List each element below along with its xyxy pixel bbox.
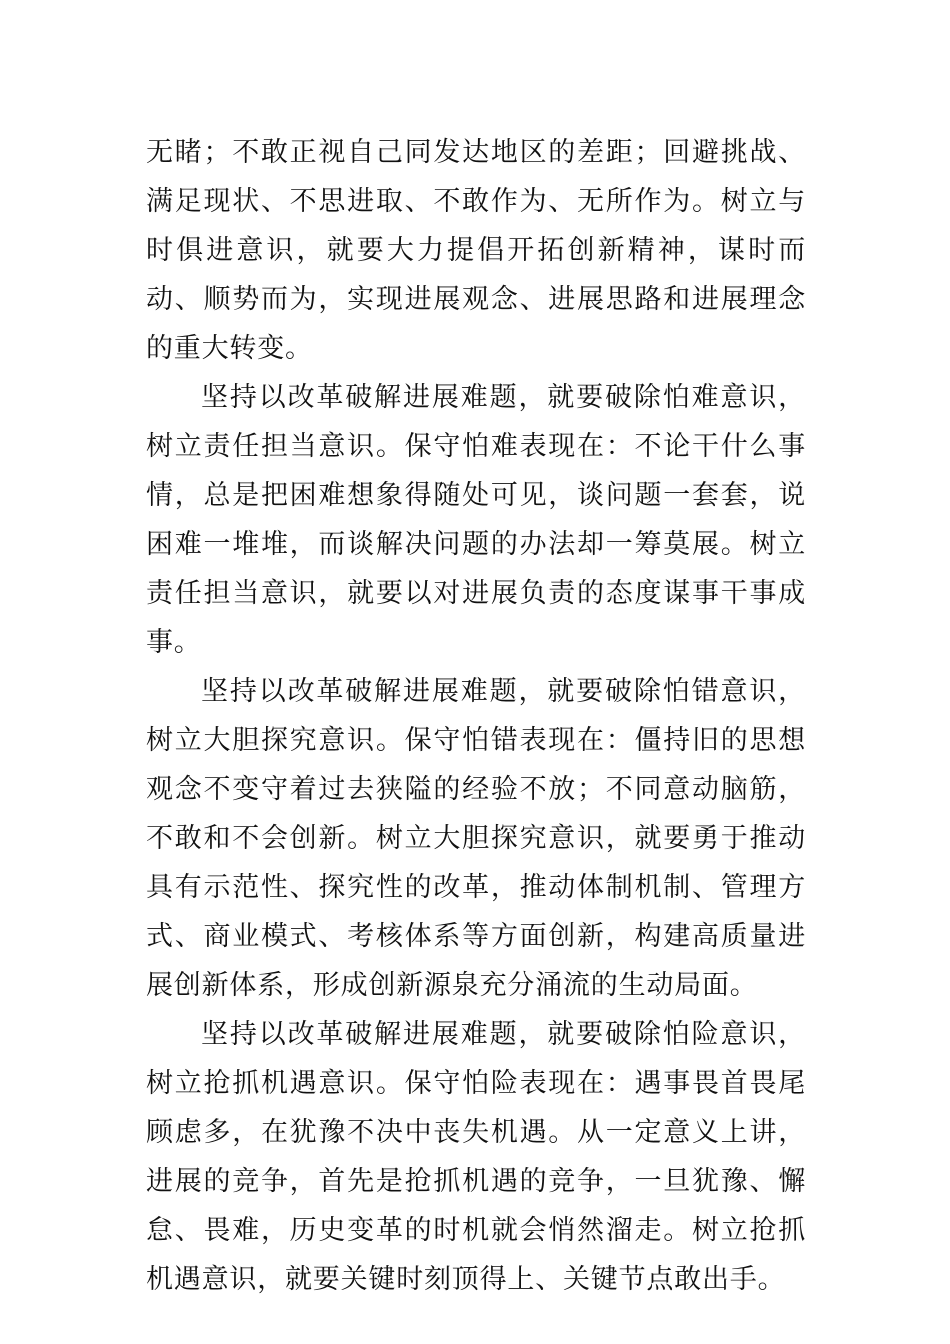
document-body (146, 128, 806, 1304)
paragraph-break-difficulty: 坚持以改革破解进展难题，就要破除怕难意识，树立责任担当意识。保守怕难表现在：不论干什么事情，总是把困难想象得随处可见，谈问题一套套，说困难一堆堆，而谈解决问题的办法却一筹莫展。树立责任担当意识，就要以对进展负责的态度谋事干事成事。 (146, 382, 806, 658)
paragraph-break-risk: 坚持以改革破解进展难题，就要破除怕险意识，树立抢抓机遇意识。保守怕险表现在：遇事畏首畏尾顾虑多，在犹豫不决中丧失机遇。从一定意义上讲，进展的竞争，首先是抢抓机遇的竞争，一旦犹豫、懈怠、畏难，历史变革的时机就会悄然溜走。树立抢抓机遇意识，就要关键时刻顶得上、关键节点敢出手。 (146, 1019, 806, 1295)
paragraph-break-mistake: 坚持以改革破解进展难题，就要破除怕错意识，树立大胆探究意识。保守怕错表现在：僵持旧的思想观念不变守着过去狭隘的经验不放；不同意动脑筋，不敢和不会创新。树立大胆探究意识，就要勇于推动具有示范性、探究性的改革，推动体制机制、管理方式、商业模式、考核体系等方面创新，构建高质量进展创新体系，形成创新源泉充分涌流的生动局面。 (146, 676, 806, 1001)
paragraph-continuation: 无睹；不敢正视自己同发达地区的差距；回避挑战、满足现状、不思进取、不敢作为、无所作为。树立与时俱进意识，就要大力提倡开拓创新精神，谋时而动、顺势而为，实现进展观念、进展思路和进展理念的重大转变。 (146, 137, 806, 364)
